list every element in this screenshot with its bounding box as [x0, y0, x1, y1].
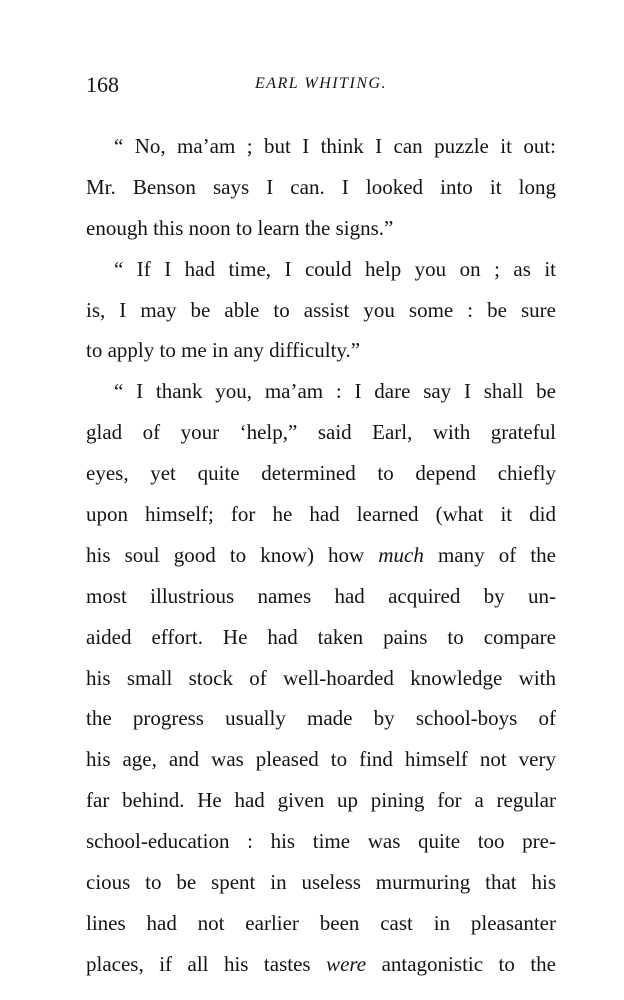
page-header — [86, 72, 556, 102]
text-line: enough this noon to learn the signs.” — [86, 215, 394, 240]
text-line: cious to be spent in useless murmuring that his — [86, 870, 556, 895]
page-number: 168 — [86, 72, 119, 97]
text-line: “ I thank you, ma’am : I dare say I shall be — [114, 379, 556, 404]
italic-emphasis: were — [326, 951, 367, 976]
text-line: Mr. Benson says I can. I looked into it long — [86, 174, 556, 199]
text-run: antagonistic to the — [366, 951, 556, 976]
text-line: “ If I had time, I could help you on ; as it — [114, 256, 556, 281]
text-line: upon himself; for he had learned (what it did — [86, 502, 556, 527]
text-line: far behind. He had given up pining for a regular — [86, 788, 556, 813]
italic-emphasis: much — [378, 542, 424, 567]
text-line: to apply to me in any difficulty.” — [86, 338, 361, 363]
text-line — [86, 944, 556, 985]
text-line: “ No, ma’am ; but I think I can puzzle it out: — [114, 134, 556, 158]
text-line: lines had not earlier been cast in pleasanter — [86, 910, 556, 935]
text-line: is, I may be able to assist you some : be sure — [86, 297, 556, 322]
text-line: his small stock of well-hoarded knowledge with — [86, 665, 556, 690]
text-line: most illustrious names had acquired by un- — [86, 583, 556, 608]
text-line: glad of your ‘help,” said Earl, with grateful — [86, 420, 556, 445]
text-line: the progress usually made by school-boys of — [86, 706, 556, 731]
text-line — [86, 535, 556, 576]
text-run: his soul good to know) how — [86, 542, 379, 567]
body-text — [86, 126, 556, 985]
text-line: his age, and was pleased to find himself not very — [86, 747, 556, 772]
text-run: many of the — [423, 542, 556, 567]
running-title: EARL WHITING. — [254, 75, 388, 92]
text-line: eyes, yet quite determined to depend chiefly — [86, 461, 556, 486]
text-line: school-education : his time was quite too pre- — [86, 829, 556, 854]
text-line: aided effort. He had taken pains to compare — [86, 624, 556, 649]
text-run: places, if all his tastes — [86, 951, 327, 976]
